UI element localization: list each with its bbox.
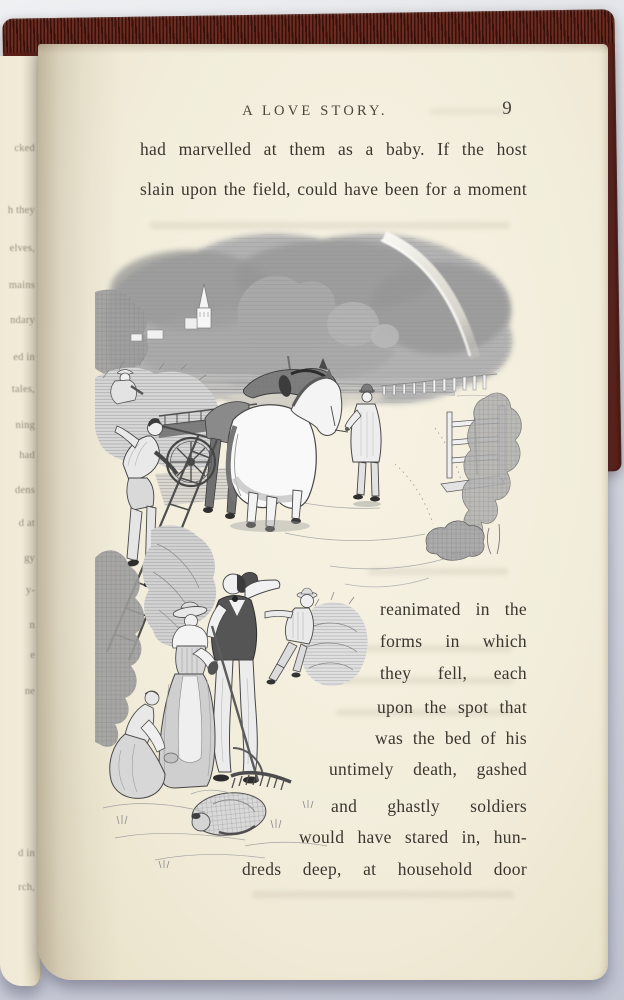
facing-text-fragment: n (29, 620, 35, 631)
wrapped-text-line: forms in which (380, 631, 527, 651)
cart-wheel (167, 438, 215, 486)
facing-text-fragment: h they (7, 205, 35, 216)
hay-mound (302, 592, 368, 686)
facing-text-fragment: had (19, 450, 35, 461)
facing-page-edge (0, 56, 41, 986)
facing-text-fragment: ne (24, 686, 35, 697)
harvest-scene-engraving (95, 228, 525, 878)
wrapped-text-line: they fell, each (380, 663, 527, 683)
body-text-line: slain upon the field, could have been for a moment (140, 179, 527, 199)
wrapped-text-line: reanimated in the (380, 599, 527, 619)
facing-text-fragment: ed in (13, 352, 35, 363)
facing-text-fragment: e (30, 650, 35, 661)
wrapped-text-line: would have stared in, hun- (299, 827, 527, 847)
show-through-line (252, 891, 514, 898)
body-text-line: had marvelled at them as a baby. If the host (140, 139, 527, 159)
facing-text-fragment: tales, (11, 384, 35, 395)
wrapped-text-line: and ghastly soldiers (331, 796, 527, 816)
wrapped-text-line: dreds deep, at household door (242, 859, 527, 879)
facing-text-fragment: ning (15, 420, 35, 431)
facing-text-fragment: elves, (9, 243, 35, 254)
facing-text-fragment: y- (25, 585, 35, 596)
facing-text-fragment: d at (18, 518, 35, 529)
facing-text-fragment: cked (14, 143, 35, 154)
sleeping-dog (190, 789, 268, 839)
wrapped-text-line: upon the spot that (377, 697, 527, 717)
engraver-signature: T. WILLIAMS (445, 552, 480, 557)
facing-text-fragment: mains (8, 280, 35, 291)
facing-text-fragment: d in (18, 848, 35, 859)
facing-text-fragment: dens (14, 485, 35, 496)
facing-text-fragment: rch, (18, 882, 35, 893)
facing-text-fragment: ndary (10, 315, 35, 326)
page-number: 9 (502, 98, 512, 119)
running-title: A LOVE STORY. (242, 103, 388, 119)
wrapped-text-line: was the bed of his (375, 728, 527, 748)
wrapped-text-line: untimely death, gashed (329, 759, 527, 779)
facing-text-fragment: gy (24, 553, 35, 564)
